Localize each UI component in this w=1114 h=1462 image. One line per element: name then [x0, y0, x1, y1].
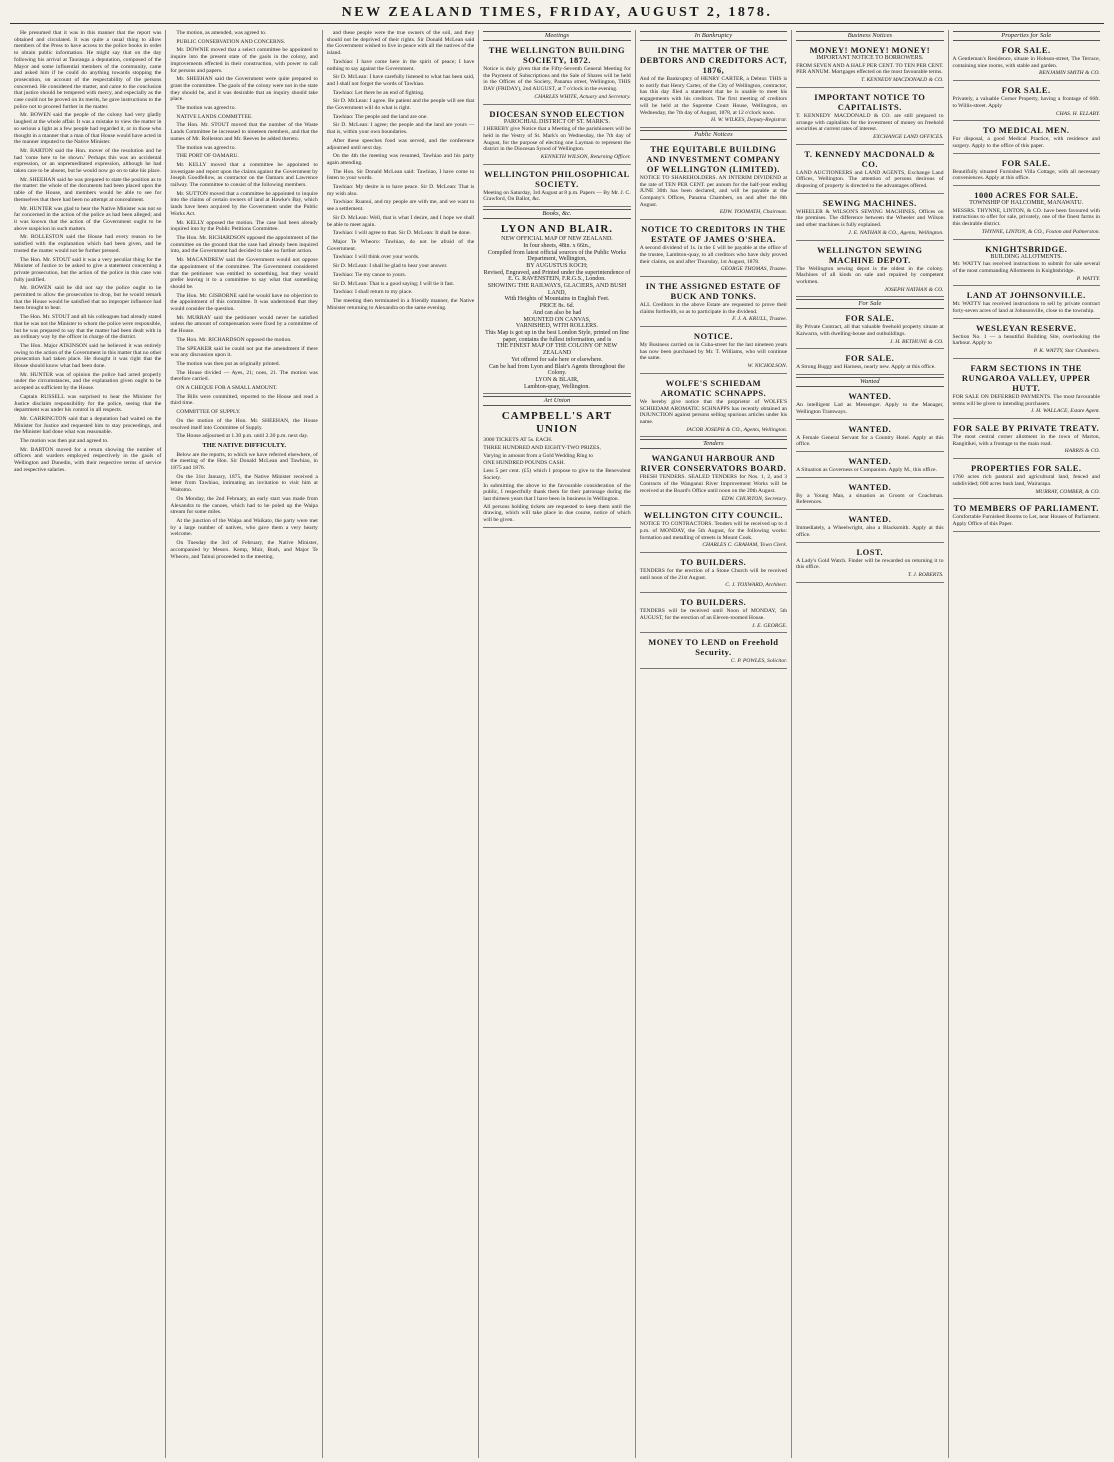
article-paragraph: On the 4th the meeting was resumed, Tawhiao and his party again attending.	[326, 153, 475, 166]
ad-signature: MURRAY, COMBER, & CO.	[1035, 488, 1100, 495]
article-paragraph: Mr. HUNTER was glad to hear the Native Minister was not so far concerned in the action of the police as had been alleged; and it was known that the action of the Government ought to be above suspicion in such matters.	[14, 205, 162, 232]
ad-subtitle: IMPORTANT NOTICE TO BORROWERS.	[816, 55, 924, 61]
ad-title: FOR SALE.	[845, 353, 895, 364]
article-paragraph: Mr. KELLY opposed the motion. The case had been already inquired into by the Public Petitions Committee.	[170, 219, 318, 233]
section-header: Properties for Sale	[953, 31, 1100, 41]
ad-body: FOR SALE ON DEFERRED PAYMENTS. The most favourable terms will be given to intending purchasers.	[952, 393, 1100, 407]
article-paragraph: ON A CHEQUE FOR A SMALL AMOUNT.	[176, 385, 278, 392]
ad-signature: CHARLES C. GRAHAM, Town Clerk.	[702, 542, 788, 549]
article-paragraph: Tawhiao: I will think over your words.	[332, 254, 420, 261]
ad-body: FRESH TENDERS. SEALED TENDERS for Nos. 1, 2, and 3 Contracts of the Wanganui River Improvement Works will be received at the Board's Office until noon on the 20th August.	[639, 474, 788, 494]
article-paragraph: Sir D. McLean: That is a good saying; I will tie it fast.	[332, 280, 455, 287]
article-paragraph: The Hon. Mr. STOUT moved that the number of the Waste Lands Committee be increased to nineteen members, and that the names of Mr. Rolleston and Mr. Reeves be added thereto.	[170, 122, 318, 142]
advertisement	[796, 512, 943, 542]
ad-title: FOR SALE BY PRIVATE TREATY.	[953, 422, 1100, 433]
ad-line: Varying in amount from a Gold Wedding Ring to	[483, 452, 594, 459]
section-header: Art Union	[483, 396, 630, 406]
ad-line: THREE HUNDRED AND EIGHTY-TWO PRIZES,	[483, 445, 601, 452]
ad-title: FOR SALE.	[1001, 45, 1051, 55]
article-paragraph: Sir D. McLean: I agree; the people and the land are yours — that is, within your own boundaries.	[326, 122, 475, 136]
advertisement	[640, 635, 787, 669]
advertisement	[953, 501, 1100, 531]
art-union-ad	[483, 408, 630, 527]
ad-body: For disposal, a good Medical Practice, with residence and surgery. Apply to the office of this paper.	[952, 136, 1100, 149]
ad-title: NOTICE.	[693, 331, 733, 342]
column-bankruptcy	[635, 30, 791, 1458]
ad-body: LAND AUCTIONEERS and LAND AGENTS, Exchange Land Offices, Wellington. The attention of persons desirous of disposing of property is directed to the advantages offered.	[796, 169, 944, 190]
ad-line: LYON & BLAIR,	[535, 376, 579, 383]
ad-line: Lambton-quay, Wellington.	[524, 383, 590, 390]
ad-signature: JACOB JOSEPH & CO., Agents, Wellington.	[685, 426, 788, 433]
ad-title: MONEY TO LEND on Freehold Security.	[648, 637, 779, 658]
ad-title: CAMPBELL'S ART UNION	[501, 410, 613, 436]
native-difficulty-title: THE NATIVE DIFFICULTY.	[202, 441, 287, 449]
ad-subtitle: PAROCHIAL DISTRICT OF ST. MARK'S.	[503, 118, 611, 125]
article-paragraph: Tawhiao: I shall return to my place.	[332, 289, 413, 296]
ad-line: And can also be had	[532, 309, 582, 316]
ad-line: All persons holding tickets are requested to keep them until the drawing, which will take place in due course, notice of which will be given.	[483, 503, 631, 524]
ad-signature: C. P. POWLES, Solicitor.	[730, 658, 788, 665]
article-paragraph: Mr. BARTON moved for a return showing the number of officers and warders employed respectively in the gaols of Wellington and Dunedin, with their respective terms of service and respective salaries.	[14, 446, 162, 473]
ad-line: In submitting the above to the favourable consideration of the public, I respectfully thank them for their patronage during the last thirteen years that I have been in business in Wellington.	[483, 482, 631, 502]
ad-body: The most central corner allotment in the town of Marton, Rangitikei, with a frontage to the main road.	[952, 433, 1100, 447]
ad-signature: JOSEPH NATHAN & CO.	[884, 286, 944, 293]
ad-line: THE FINEST MAP OF THE COLONY OF NEW ZEALAND	[496, 343, 618, 357]
advertisement	[640, 451, 787, 506]
ad-title: WANTED.	[848, 481, 892, 492]
article-paragraph: The SPEAKER said he could not put the amendment if there was any discussion upon it.	[170, 345, 318, 359]
ad-line: Can be had from Lyon and Blair's Agents throughout the Colony.	[489, 363, 625, 377]
ad-title: SEWING MACHINES.	[822, 197, 917, 208]
article-paragraph: The Hon. Sir Donald McLean said: Tawhiao, I have come to listen to your words.	[326, 168, 475, 182]
ad-title: LAND AT JOHNSONVILLE.	[966, 290, 1086, 301]
article-paragraph: Tawhiao: I will agree to that. Sir D. McLean: It shall be done.	[332, 230, 471, 237]
ad-title: WELLINGTON PHILOSOPHICAL SOCIETY.	[484, 168, 630, 189]
article-paragraph: Tawhiao: Tie my canoe to yours.	[332, 271, 407, 278]
advertisement	[953, 123, 1100, 153]
article-paragraph: Mr. MACANDREW said the Government would not oppose the appointment of the committee. The Government considered that the petitioner was entitled to something, but they would prefer leaving it to a committee to say what that something should be.	[170, 257, 318, 290]
ad-title: THE WELLINGTON BUILDING SOCIETY, 1872.	[488, 45, 626, 65]
ad-subtitle: TOWNSHIP OF HALCOMBE, MANAWATU.	[969, 200, 1084, 207]
article-paragraph: On Monday, the 2nd February, an early start was made from Alexandra to the canoes, which had to be poled up the Waipa stream for some miles.	[170, 495, 318, 516]
section-header: In Bankruptcy	[640, 31, 787, 41]
advertisement	[796, 147, 943, 194]
article-paragraph: The motion was agreed to.	[176, 105, 236, 112]
advertisement	[640, 279, 787, 327]
advertisement	[483, 107, 630, 165]
ad-body: Comfortable Furnished Rooms to Let, near Houses of Parliament. Apply Office of this Paper.	[952, 514, 1100, 527]
article-paragraph: The Hon. Major ATKINSON said he believed it was entirely owing to the action of the Government in this matter that no other prosecution had taken place. He thought it was right that the House should know what had been done.	[14, 342, 162, 370]
column-parliament-native	[165, 30, 321, 1458]
ad-title: FOR SALE.	[1001, 157, 1051, 168]
article-paragraph: Sir D. McLean: I shall be glad to hear your answer.	[332, 263, 448, 270]
article-paragraph: At the junction of the Waipa and Waikato, the party were met by a large number of natives, who gave them a very hearty welcome.	[170, 518, 318, 538]
section-header: Tenders	[640, 439, 787, 449]
ad-signature: C. J. TOXWARD, Architect.	[725, 582, 788, 589]
ad-body: By Private Contract, all that valuable freehold property situate at Kaiwarra, with dwelling-house and outbuildings.	[796, 324, 944, 338]
ad-signature: F. J. A. KRULL, Trustee.	[732, 316, 788, 323]
ad-title: KNIGHTSBRIDGE.	[985, 243, 1068, 254]
article-paragraph: Major Te Wheoro: Tawhiao, do not be afraid of the Government.	[326, 238, 475, 252]
article-paragraph: Mr. SHEEHAN said the Government were quite prepared to grant the committee. The gaols of the colony were not in the state they should be, and it was desirable that an inquiry should take place.	[170, 76, 318, 103]
ad-body: 1760 acres rich pastoral and agricultural land, fenced and subdivided; 600 acres bush land, Wairarapa.	[952, 474, 1100, 487]
ad-body: A Lady's Gold Watch. Finder will be rewarded on returning it to this office.	[796, 557, 944, 571]
ad-title: WANTED.	[848, 514, 892, 525]
ad-body: Beautifully situated Furnished Villa Cottage, with all necessary conveniences. Apply at this office.	[952, 168, 1100, 182]
advertisement	[640, 142, 787, 220]
ad-signature: THYNNE, LINTON, & CO., Foxton and Palmerston.	[981, 228, 1100, 235]
ad-signature: CHARLES WHITE, Actuary and Secretary.	[534, 93, 631, 100]
advertisement	[796, 311, 943, 349]
ad-body: We hereby give notice that the proprietor of WOLFE'S SCHIEDAM AROMATIC SCHNAPPS has recently obtained an INJUNCTION against persons selling spurious articles under his name.	[639, 398, 788, 425]
ad-line: Yet offered for sale here or elsewhere.	[511, 356, 603, 363]
ad-body: A Female General Servant for a Country Hotel. Apply at this office.	[796, 434, 944, 448]
ad-signature: J. H. WALLACE, Estate Agent.	[1030, 408, 1100, 415]
masthead: NEW ZEALAND TIMES, FRIDAY, AUGUST 2, 1878.	[341, 5, 773, 20]
ad-body: MESSRS. THYNNE, LINTON, & CO. have been favoured with instructions to offer for sale, privately, one of the finest farms in this desirable district.	[952, 207, 1100, 228]
ad-body: FROM SEVEN AND A HALF PER CENT. TO TEN PER CENT. PER ANNUM. Mortgages effected on the most favourable terms.	[796, 62, 944, 76]
article-paragraph: Tawhiao: The people and the land are one.	[332, 113, 428, 120]
ad-body: ALL Creditors in the above Estate are requested to prove their claims forthwith, so as to participate in the dividend.	[639, 301, 788, 315]
column-native-difficulty	[322, 30, 478, 1458]
article-paragraph: He presumed that it was in this manner that the report was obtained and circulated. It was quite a usual thing to allow members of the Press to have access to the police books in order to obtain public information. He might say that on the day following his arrival at Tauranga a deputation, composed of the Mayor and some influential members of the community, came and asked him if he could do anything towards stopping the prosecution, on account of the respectability of the persons concerned. He considered the matter, and came to the conclusion that justice should be tempered with mercy, and especially as the case could not be proved on its merits, he gave instructions to the police not to proceed further in the matter.	[14, 30, 162, 110]
article-paragraph: and these people were the true owners of the soil, and they should not be deprived of their rights. Sir Donald McLean said the Government wished to live in peace with all the natives of the island.	[326, 30, 475, 57]
ad-title: WOLFE'S SCHIEDAM AROMATIC SCHNAPPS.	[660, 377, 767, 398]
article-paragraph: On Tuesday the 3rd of February, the Native Minister, accompanied by Messrs. Kemp, Mair, Bush, and Major Te Wheoro, and Tainui proceeded to the meeting.	[170, 540, 318, 560]
ad-line: VARNISHED, WITH ROLLERS.	[515, 323, 599, 330]
ad-body: NOTICE TO SHAREHOLDERS. AN INTERIM DIVIDEND at the rate of TEN PER CENT. per annum for the half-year ending JUNE 30th has been declared, and will be payable at the Company's Offices, Panama Chambers, on and after the 8th August.	[639, 174, 788, 208]
article-paragraph: The meeting then terminated in a friendly manner, the Native Minister returning to Alexandra on the same evening.	[326, 297, 475, 311]
ad-body: A Situation as Governess or Companion. Apply M., this office.	[796, 466, 937, 473]
ad-signature: T. KENNEDY MACDONALD & CO.	[860, 77, 944, 84]
ad-body: Meeting on Saturday, 3rd August at 8 p.m. Papers — By Mr. J. C. Crawford, On Ballot, &c.	[483, 189, 631, 203]
article-paragraph: THE PORT OF OAMARU.	[176, 153, 239, 160]
ad-title: IN THE MATTER OF THE DEBTORS AND CREDITORS ACT, 1876,	[639, 45, 787, 75]
advertisement	[483, 43, 630, 105]
advertisement	[953, 242, 1100, 287]
ad-title: WANTED.	[848, 455, 892, 466]
section-header: Meetings	[483, 31, 630, 41]
ad-body: By a Young Man, a situation as Groom or Coachman. References.	[796, 492, 944, 506]
advertisement	[796, 480, 943, 510]
advertisement	[796, 422, 943, 452]
article-paragraph: The Hon. Mr. RICHARDSON opposed the appointment of the committee on the ground that the case had already been inquired into, and the Government had decided to take no further action.	[170, 234, 318, 255]
ad-body: Mr. WATTY has received instructions to submit for sale several of the most commanding Allotments in Knightsbridge.	[952, 261, 1100, 274]
ad-signature: KENNETH WILSON, Returning Officer.	[540, 154, 631, 161]
section-header: Business Notices	[796, 31, 943, 41]
ad-title: FOR SALE.	[1001, 85, 1051, 96]
ad-title: WELLINGTON CITY COUNCIL.	[643, 510, 784, 521]
advertisement	[796, 351, 943, 375]
ad-body: Notice is duly given that the Fifty-Seventh General Meeting for the Payment of Subscriptions and the Sale of Shares will be held in the Offices of the Society, Panama street, Wellington, THIS DAY (FRIDAY), 2nd AUGUST, at 7 o'clock in the evening.	[483, 66, 631, 93]
ad-title: THE EQUITABLE BUILDING AND INVESTMENT COMPANY OF WELLINGTON (LIMITED).	[646, 143, 781, 174]
ad-line: E. G. RAVENSTEIN, F.R.G.S., London.	[508, 276, 606, 283]
article-paragraph: Tawhiao: Ruanui, and my people are with me, and we want to see a settlement.	[326, 199, 475, 213]
ad-title: LOST.	[856, 546, 884, 557]
section-header: For Sale	[796, 299, 943, 309]
article-paragraph: COMMITTEE OF SUPPLY.	[176, 409, 241, 416]
newspaper-page	[10, 4, 1104, 1458]
article-paragraph: Captain RUSSELL was surprised to hear the Minister for Justice disclaim responsibility for the police, seeing that the department was under his control in all respects.	[14, 393, 162, 414]
ad-title: FOR SALE.	[845, 313, 895, 324]
ad-title: T. KENNEDY MACDONALD & CO.	[804, 148, 936, 169]
article-paragraph: Mr. SUTTON moved that a committee be appointed to inquire into the claims of certain owners of land at Hawke's Bay, which lands have been acquired by the Government under the Public Works Act.	[170, 190, 318, 217]
ad-signature: J. H. BETHUNE & CO.	[889, 338, 944, 345]
article-paragraph: The Hon. Mr. STOUT and all his colleagues had already stated that he was not the Minister to whom the police were responsible, but he was prepared to say that the matter had been dealt with in an ordinary way by the officer in charge of the district.	[14, 314, 162, 341]
ad-signature: J. E. NATHAN & CO., Agents, Wellington.	[848, 229, 944, 236]
advertisement	[796, 545, 943, 583]
article-paragraph: NATIVE LANDS COMMITTEE.	[176, 113, 253, 120]
advertisement	[953, 83, 1100, 121]
ad-line: BY AUGUSTUS KOCH;	[526, 262, 588, 269]
article-paragraph: Mr. DOWNIE moved that a select committee be appointed to inquire into the present state of the gaols in the colony, and improvements effected in their construction, with power to call for persons and papers.	[170, 47, 318, 74]
article-paragraph: On the 31st January, 1875, the Native Minister received a letter from Tawhiao, intimating an invitation to visit him at Waitomo.	[170, 473, 318, 494]
ad-title: PROPERTIES FOR SALE.	[970, 463, 1082, 474]
ad-signature: T. J. ROBERTS.	[907, 571, 944, 578]
advertisement	[796, 389, 943, 419]
article-paragraph: Mr. SHEEHAN said he was prepared to state the position as to the matter: the whole of the documents had been placed upon the table of the House, and members would be able to see for themselves that there had been no attempt at concealment.	[14, 176, 162, 203]
ad-line: Less 5 per cent. (£5) which I propose to give to the Benevolent Society.	[483, 468, 631, 481]
article-paragraph: The House adjourned at 1.30 p.m. until 2.30 p.m. next day.	[176, 433, 309, 440]
advertisement	[640, 376, 787, 438]
article-paragraph: Sir D. McLean: Well, that is what I desire, and I hope we shall be able to meet again.	[326, 214, 475, 228]
ad-body: The Wellington sewing depot is the oldest in the colony. Machines of all kinds on sale and repaired by competent workmen.	[796, 265, 944, 285]
article-paragraph: On the motion of the Hon. Mr. SHEEHAN, the House resolved itself into Committee of Supply.	[170, 417, 318, 431]
article-paragraph: Mr. BOWEN said the people of the colony had very gladly laughed at the whole affair. It was a mistake to view the matter in so serious a light as a few people had regarded it, or in those who thought in a manner that a man of that House would have acted in the manner imputed to the Native Minister.	[14, 112, 162, 146]
advertisement	[953, 188, 1100, 240]
article-paragraph: After these speeches food was served, and the conference adjourned until next day.	[326, 137, 475, 151]
advertisement	[640, 595, 787, 633]
article-paragraph: The motion was then put as originally printed.	[176, 360, 280, 367]
ad-title: WANTED.	[848, 423, 892, 434]
masthead-rule	[10, 23, 1104, 24]
ad-line: With Heights of Mountains in English Feet.	[504, 296, 610, 303]
ad-title: WANTED.	[848, 391, 892, 402]
ad-signature: HARRIS & CO.	[1064, 448, 1100, 455]
advertisement	[796, 43, 943, 88]
article-paragraph: PUBLIC CONSERVATION AND CONCERNS.	[176, 38, 286, 45]
advertisement	[796, 243, 943, 298]
ad-body: WHEELER & WILSON'S SEWING MACHINES, Offices on the premises. The difference between the Wheeler and Wilson and other machines is fully explained.	[796, 208, 944, 229]
article-paragraph: Mr. CARRINGTON said that a deputation had waited on the Minister for Justice and requested him to stay proceedings, and the Minister had done what was reasonable.	[14, 415, 162, 436]
ad-body: Mr. WATTY has received instructions to sell by private contract forty-seven acres of land at Johnsonville, close to the township.	[952, 301, 1100, 315]
ad-body: Privately, a valuable Corner Property, having a frontage of 66ft. to Willis-street. Apply	[952, 96, 1100, 109]
advertisement	[953, 321, 1100, 359]
ad-title: WELLINGTON SEWING MACHINE DEPOT.	[817, 244, 923, 265]
advertisement	[640, 508, 787, 553]
article-paragraph: Mr. BARTON said the Hon. mover of the resolution and he had 'come here to be shown.' Perhaps this was an accidental expression, or an unpremeditated expression, although he had taken care to be absent, but he would now go on to take his place.	[14, 147, 162, 175]
ad-signature: P. K. WATTY, Star Chambers.	[1033, 348, 1100, 355]
ad-line: MOUNTED ON CANVAS,	[523, 316, 591, 323]
ad-line: In four sheets, 48in. x 66in.,	[523, 242, 591, 249]
article-paragraph: Mr. MURRAY said the petitioner would never be satisfied unless the amount of compensation were fixed by a committee of the House.	[170, 314, 318, 335]
ad-body: I HEREBY give Notice that a Meeting of the parishioners will be held in the Vestry of St. Mark's on Wednesday, the 7th day of August, for the purpose of electing one Layman to represent the district in the Diocesan Synod of Wellington.	[483, 126, 631, 153]
advertisement	[953, 43, 1100, 81]
ad-title: 1000 ACRES FOR SALE.	[974, 190, 1079, 201]
ad-signature: W. NICHOLSON.	[747, 363, 788, 370]
ad-title: WESLEYAN RESERVE.	[976, 322, 1077, 333]
ad-body: My Business carried on in Cuba-street for the last nineteen years has now been purchased by Mr. T. Williams, who will continue the same.	[639, 342, 788, 362]
ad-signature: GEORGE THOMAS, Trustee.	[720, 266, 788, 273]
advertisement	[953, 421, 1100, 459]
advertisement	[640, 43, 787, 128]
article-paragraph: Tawhiao: I have come here in the spirit of peace; I have nothing to say against the Government.	[326, 58, 475, 72]
ad-title: IN THE ASSIGNED ESTATE OF BUCK AND TONKS.	[645, 280, 782, 301]
article-paragraph: Below are the reports, to which we have referred elsewhere, of the meeting of the Hon. Sir Donald McLean and Tawhiao, in 1875 and 1876.	[170, 451, 318, 472]
ad-line: PRICE 8s. 6d.	[539, 303, 575, 310]
ad-signature: P. WATTY.	[1076, 275, 1100, 282]
ad-title: WANGANUI HARBOUR AND RIVER CONSERVATORS BOARD.	[640, 453, 787, 474]
ad-body: TENDERS for the erection of a Stone Church will be received until noon of the 21st August.	[639, 568, 788, 581]
advertisement	[953, 156, 1100, 186]
ad-line: NEW OFFICIAL MAP OF NEW ZEALAND.	[501, 236, 613, 243]
ad-body: A Gentleman's Residence, situate in Hobson-street, The Terrace, containing nine rooms, with stable and garden.	[952, 56, 1100, 69]
ad-body: A Strong Buggy and Harness, nearly new. Apply at this office.	[796, 364, 936, 371]
ad-signature: EXCHANGE LAND OFFICES.	[873, 133, 944, 140]
advertisement	[640, 555, 787, 593]
ad-body: TENDERS will be received until Noon of MONDAY, 5th AUGUST, for the erection of an Eleven-roomed House.	[639, 608, 788, 621]
advertisement	[796, 454, 943, 478]
advertisement	[953, 361, 1100, 419]
ad-title: DIOCESAN SYNOD ELECTION	[489, 108, 625, 119]
article-paragraph: The Bills were committed, reported to the House and read a third time.	[170, 393, 318, 407]
ad-signature: H. W. WILKES, Deputy-Registrar.	[711, 117, 788, 124]
advertisement	[640, 222, 787, 277]
column-business	[791, 30, 947, 1458]
advertisement	[640, 329, 787, 374]
article-paragraph: Sir D. McLean: I agree. Be patient and the people will see that the Government will do what is right.	[326, 98, 475, 112]
section-header: Public Notices	[640, 130, 787, 140]
article-paragraph: Tawhiao: My desire is to have peace. Sir D. McLean: That is my wish also.	[326, 184, 475, 197]
ad-signature: EDW. TOOMATH, Chairman.	[719, 209, 788, 216]
column-parliament	[10, 30, 165, 1458]
ad-title: TO MEDICAL MEN.	[983, 125, 1070, 136]
article-paragraph: The Hon. Mr. GISBORNE said he would have no objection to the appointment of this committee. It was understood that they would consider the question.	[170, 292, 318, 313]
article-paragraph: Sir D. McLean: I have carefully listened to what has been said, and I shall not forget the words of Tawhiao.	[326, 74, 475, 87]
ad-signature: EDW. CHURTON, Secretary.	[721, 495, 788, 502]
ad-title: TO BUILDERS.	[680, 557, 747, 568]
ad-title: NOTICE TO CREDITORS IN THE ESTATE OF JAMES O'SHEA.	[641, 224, 786, 245]
ad-signature: CHAS. H. ELLABY.	[1055, 110, 1100, 117]
article-paragraph: The Hon. Mr. RICHARDSON opposed the motion.	[176, 336, 292, 343]
ad-title: FARM SECTIONS IN THE RUNGAROA VALLEY, UPPER HUTT.	[961, 362, 1091, 393]
ad-line: Compiled from latest official sources of the Public Works Department, Wellington,	[487, 249, 627, 263]
advertisement	[796, 196, 943, 241]
lyon-blair-ad	[483, 221, 630, 394]
ad-body: Immediately, a Wheelwright, also a Blacksmith. Apply at this office.	[796, 525, 944, 538]
ad-title: MONEY! MONEY! MONEY!	[809, 45, 931, 55]
ad-body: And of the Bankruptcy of HENRY CARTER, a Debtor. THIS is to notify that Henry Carter, of the City of Wellington, contractor, has this day filed a statement that he is unable to meet his engagements with his creditors. The first meeting of creditors will be held at the Supreme Court House, Wellington, on Wednesday, the 7th day of August, 1878, at 12 o'clock noon.	[639, 76, 788, 116]
ad-body: T. KENNEDY MACDONALD & CO. are still prepared to arrange with capitalists for the investment of money on freehold securities at current rates of interest.	[796, 112, 944, 133]
section-header: Wanted	[796, 377, 943, 387]
article-paragraph: Mr. BOWEN said he did not say the police ought to be permitted to allow the prosecution to drop, but he would remark that the House would be satisfied that no improper influence had been brought to bear.	[14, 285, 162, 312]
ad-title: TO BUILDERS.	[680, 597, 747, 608]
column-properties	[948, 30, 1104, 1458]
advertisement	[953, 288, 1100, 318]
ad-line: Revised, Engraved, and Printed under the superintendence of	[483, 269, 631, 276]
section-header: Books, &c.	[483, 209, 630, 219]
ad-title: LYON AND BLAIR.	[500, 223, 614, 236]
advertisement	[796, 90, 943, 145]
ad-body: An intelligent Lad as Messenger. Apply to the Manager, Wellington Tramways.	[796, 402, 944, 415]
article-paragraph: Tawhiao: Let there be an end of fighting.	[332, 89, 425, 96]
article-paragraph: Mr. ROLLESTON said the House had every reason to be satisfied with the explanation which had been given, and he trusted the matter would not be further pressed.	[14, 234, 162, 254]
article-paragraph: The motion was agreed to.	[176, 144, 236, 151]
article-paragraph: Mr. HUNTER was of opinion the police had acted properly under the circumstances, and the explanation given ought to be accepted as sufficient by the House.	[14, 371, 162, 392]
advertisement	[483, 167, 630, 207]
article-paragraph: The motion, as amended, was agreed to.	[176, 30, 267, 36]
column-meetings	[478, 30, 634, 1458]
ad-signature: J. E. GEORGE.	[751, 622, 788, 629]
ad-body: Section No. 1 — a beautiful Building Site, overlooking the harbour. Apply to	[952, 333, 1100, 347]
ad-title: IMPORTANT NOTICE TO CAPITALISTS.	[814, 91, 926, 112]
ad-body: NOTICE TO CONTRACTORS. Tenders will be received up to 4 p.m. of MONDAY, the 5th August, for the following works: formation and metalling of streets in Mount Cook.	[639, 521, 788, 541]
ad-body: A second dividend of 1s. in the £ will be payable at the office of the trustee, Lambton-quay, to all creditors who have duly proved their claims, on and after Thursday, 1st August, 1878.	[639, 245, 788, 265]
ad-line: SHOWING THE RAILWAYS, GLACIERS, AND BUSH LAND,	[487, 283, 627, 296]
ad-line: ONE HUNDRED POUNDS CASH.	[483, 460, 566, 467]
ad-title: TO MEMBERS OF PARLIAMENT.	[953, 503, 1099, 514]
columns	[10, 30, 1104, 1458]
advertisement	[953, 461, 1100, 499]
article-paragraph: The motion was then put and agreed to.	[20, 438, 109, 445]
article-paragraph: The House divided — Ayes, 21; noes, 21. The motion was therefore carried.	[170, 369, 318, 383]
article-paragraph: Mr. KELLY moved that a committee be appointed to investigate and report upon the claims against the Government by Joseph Goodfellow, as contractor on the Oamaru and Lawrence railway. The committee to consist of the following members.	[170, 161, 318, 189]
ad-line: 3000 TICKETS AT 5s. EACH.	[483, 437, 553, 444]
ad-subtitle: BUILDING ALLOTMENTS.	[990, 253, 1063, 260]
article-paragraph: The Hon. Mr. STOUT said it was a very peculiar thing for the Minister of Justice to be asked to give a statement concerning a private prosecution, but the action of the police in this case was fully justified.	[14, 256, 162, 283]
ad-signature: BENJAMIN SMITH & CO.	[1039, 70, 1100, 77]
ad-line: This Map is got up in the best London Style, printed on fine paper, contains the fullest information, and is	[485, 329, 629, 343]
